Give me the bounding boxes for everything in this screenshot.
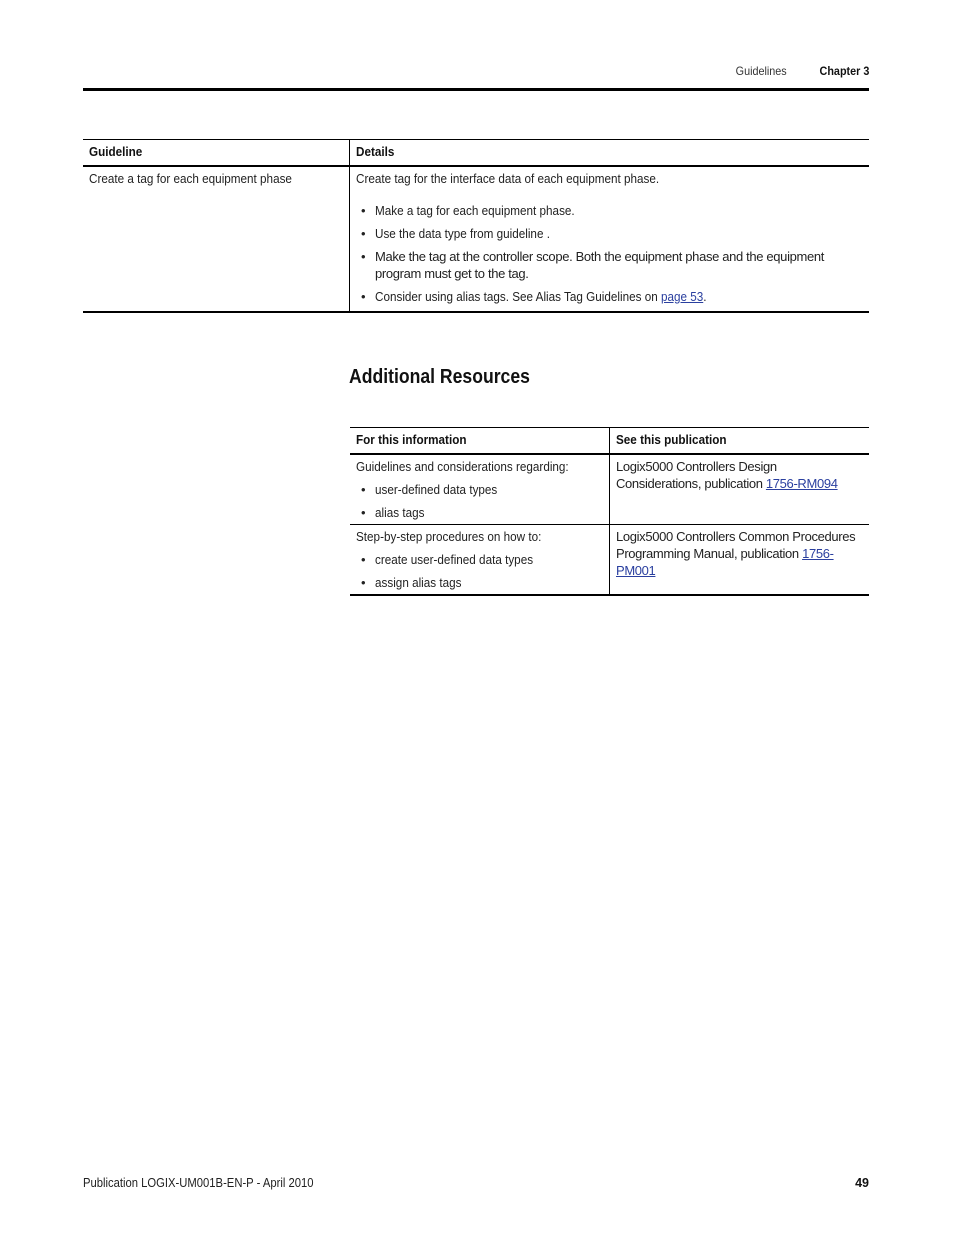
info-bullet-list (356, 481, 603, 521)
details-column-header: Details (350, 140, 870, 167)
resources-table (350, 427, 869, 596)
additional-resources-heading: Additional Resources (349, 366, 530, 388)
1756-rm094-link[interactable]: 1756-RM094 (765, 476, 838, 491)
resources-table-header-row (350, 428, 869, 455)
publication-cell (610, 454, 870, 525)
alias-bullet-suffix: . (703, 289, 707, 304)
publication-text: Logix5000 Controllers Design Considerations, publication 1756-RM094 (616, 459, 838, 491)
guideline-table (83, 139, 869, 313)
list-item (356, 288, 863, 305)
1756-pm001-link[interactable]: 1756-PM001 (616, 546, 834, 578)
list-item: • Use the data type from guideline . (356, 225, 863, 242)
info-column-header: For this information (350, 428, 610, 455)
info-bullet-list (356, 551, 603, 591)
list-item: • Make a tag for each equipment phase. (356, 202, 863, 219)
page-53-link[interactable]: page 53 (660, 289, 704, 304)
details-bullet-list (356, 202, 863, 305)
info-cell: Step-by-step procedures on how to: • create user-defined data types • assign alias tags (350, 525, 610, 596)
alias-bullet-text: Consider using alias tags. See Alias Tag Guidelines on (375, 289, 661, 304)
page-number: 49 (855, 1176, 869, 1190)
table-row (350, 525, 869, 596)
header-rule (83, 88, 869, 91)
list-item: • assign alias tags (356, 574, 603, 591)
list-item: • alias tags (356, 504, 603, 521)
page-footer (83, 1176, 869, 1194)
table-row (83, 166, 869, 312)
details-intro: Create tag for the interface data of each equipment phase. (356, 171, 660, 186)
table-row (350, 454, 869, 525)
list-item: • Make the tag at the controller scope. Both the equipment phase and the equipment program must get to the tag. (356, 248, 863, 282)
list-item: • user-defined data types (356, 481, 603, 498)
guideline-cell: Create a tag for each equipment phase (83, 166, 350, 312)
guideline-table-header-row (83, 140, 869, 167)
publication-text: Logix5000 Controllers Common Procedures Programming Manual, publication 1756-PM001 (616, 529, 856, 578)
header-chapter: Chapter 3 (819, 64, 869, 78)
details-cell (350, 166, 870, 312)
page-header (83, 64, 869, 84)
publication-column-header: See this publication (610, 428, 870, 455)
list-item: • create user-defined data types (356, 551, 603, 568)
info-cell: Guidelines and considerations regarding: • user-defined data types • alias tags (350, 454, 610, 525)
publication-id: Publication LOGIX-UM001B-EN-P - April 2010 (83, 1176, 314, 1190)
publication-cell (610, 525, 870, 596)
header-section-name: Guidelines (735, 64, 787, 78)
guideline-column-header: Guideline (83, 140, 350, 167)
